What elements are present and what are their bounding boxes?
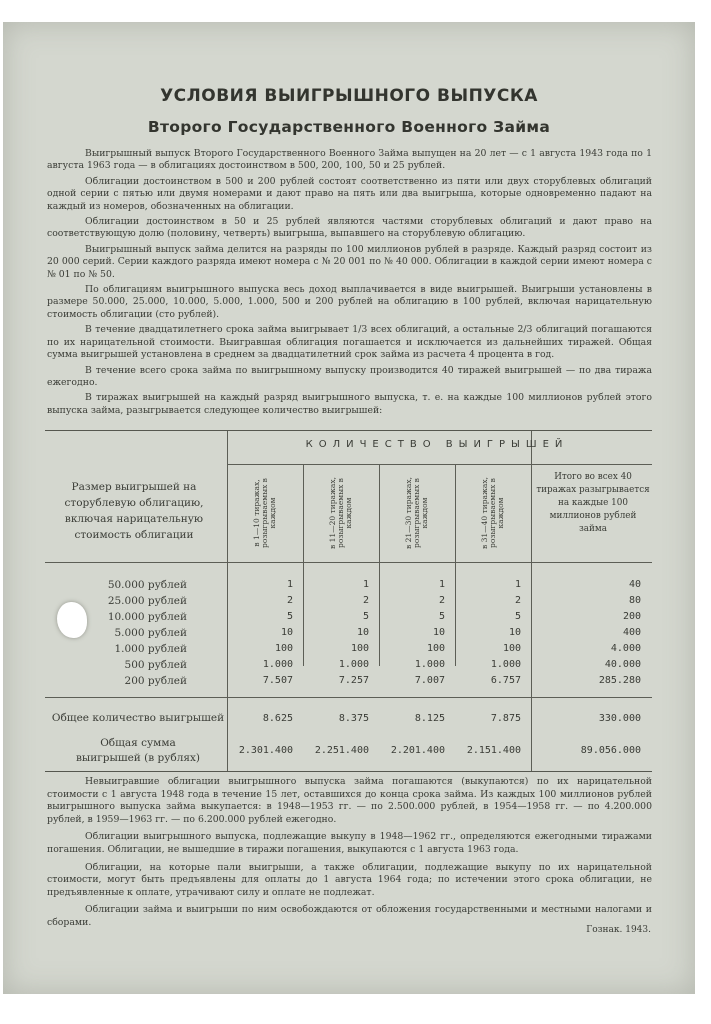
prize-amount: 200 рублей <box>124 675 187 687</box>
bond-reverse-sheet <box>3 22 695 994</box>
table-cell: 1 <box>514 579 521 590</box>
page-subtitle: Второго Государственного Военного Займа <box>147 118 551 136</box>
table-cell: 2 <box>514 595 521 606</box>
table-cell: 7.875 <box>490 713 521 724</box>
table-cell: 6.757 <box>490 675 521 686</box>
header-draws-31-40: в 31—40 тиражах, розыгрываемых в каждом <box>480 477 505 549</box>
table-cell: 2.151.400 <box>466 745 521 756</box>
table-cell: 10 <box>356 627 369 638</box>
table-cell: 2.251.400 <box>314 745 369 756</box>
table-cell: 5 <box>362 611 369 622</box>
table-cell: 2 <box>438 595 445 606</box>
prize-amount: 5.000 рублей <box>114 627 187 639</box>
table-cell: 100 <box>274 643 293 654</box>
table-cell: 1 <box>362 579 369 590</box>
table-cell: 1.000 <box>262 659 293 670</box>
printer-mark: Гознак. 1943. <box>586 925 651 935</box>
paper-hole <box>57 602 87 638</box>
intro-paragraph: В течение двадцатилетнего срока займа выигрывает 1/3 всех облигаций, а остальные 2/3 облигаций погашаются по их нарицательной стоимости. Выигравшая облигация погашается и исключается из дальнейших тиражей. Общая сумма выигрышей установлена в среднем за двадцатилетний срок займа из расчета 4 процента в год. <box>47 324 652 361</box>
table-divider <box>531 431 532 771</box>
page-title: УСЛОВИЯ ВЫИГРЫШНОГО ВЫПУСКА <box>160 86 538 106</box>
total-sum-label: Общая сумма выигрышей (в рублях) <box>75 737 201 764</box>
table-cell-total: 285.280 <box>598 675 641 686</box>
table-cell: 8.625 <box>262 713 293 724</box>
table-divider <box>45 562 652 563</box>
table-cell: 2.201.400 <box>390 745 445 756</box>
intro-paragraph: В тиражах выигрышей на каждый разряд выигрышного выпуска, т. е. на каждые 100 миллионов рублей этого выпуска займа, разыгрывается следующее количество выигрышей: <box>47 392 652 416</box>
table-cell-total: 4.000 <box>610 643 641 654</box>
table-cell: 100 <box>502 643 521 654</box>
table-cell: 10 <box>280 627 293 638</box>
table-cell: 7.257 <box>338 675 369 686</box>
total-count-label: Общее количество выигрышей <box>51 712 225 724</box>
table-cell: 1.000 <box>338 659 369 670</box>
footer-paragraph: Облигации выигрышного выпуска, подлежащие выкупу в 1948—1962 гг., определяются ежегодными тиражами погашения. Облигации, не вышедшие в тиражи погашения, выкупаются с 1 августа 1963 года. <box>47 831 652 855</box>
prize-amount: 10.000 рублей <box>107 611 187 623</box>
prize-amount: 50.000 рублей <box>107 579 187 591</box>
table-cell: 1 <box>286 579 293 590</box>
table-cell: 100 <box>350 643 369 654</box>
table-cell-total: 40.000 <box>604 659 641 670</box>
prize-table <box>45 430 652 772</box>
footer-paragraph: Невыигравшие облигации выигрышного выпуска займа погашаются (выкупаются) по их нарицательной стоимости с 1 августа 1948 года в течение 15 лет, оставшихся до конца срока займа. Из каждых 100 миллионов рублей выигрышного выпуска займа выкупается: в 1948—1953 гг. — по 2.500.000 рублей, в 1954—1958 гг. — по 4.200.000 рублей, в 1959—1963 гг. — по 6.200.000 рублей ежегодно. <box>47 776 652 825</box>
table-cell: 8.125 <box>414 713 445 724</box>
table-cell: 10 <box>432 627 445 638</box>
table-cell: 5 <box>514 611 521 622</box>
table-cell: 5 <box>286 611 293 622</box>
table-cell: 100 <box>426 643 445 654</box>
intro-paragraph: В течение всего срока займа по выигрышному выпуску производится 40 тиражей выигрышей — по два тиража ежегодно. <box>47 364 652 388</box>
footer-paragraph: Облигации займа и выигрыши по ним освобождаются от обложения государственными и местными налогами и сборами. <box>47 904 652 928</box>
header-draws-11-20: в 11—20 тиражах, розыгрываемых в каждом <box>328 477 353 549</box>
header-draws-21-30: в 21—30 тиражах, розыгрываемых в каждом <box>404 477 429 549</box>
prize-amount: 1.000 рублей <box>114 643 187 655</box>
table-cell-total: 80 <box>628 595 641 606</box>
intro-paragraph: Облигации достоинством в 50 и 25 рублей являются частями сторублевых облигаций и дают право на соответствующую долю (половину, четверть) выигрыша, выпавшего на сторублевую облигацию. <box>47 216 652 240</box>
table-cell: 8.375 <box>338 713 369 724</box>
table-cell: 7.007 <box>414 675 445 686</box>
table-cell: 7.507 <box>262 675 293 686</box>
table-cell: 2.301.400 <box>238 745 293 756</box>
intro-text <box>47 148 652 420</box>
table-cell-total: 89.056.000 <box>580 745 641 756</box>
table-cell: 1 <box>438 579 445 590</box>
table-cell-total: 40 <box>628 579 641 590</box>
intro-paragraph: Облигации достоинством в 500 и 200 рублей состоят соответственно из пяти или двух сторублевых облигаций одной серии с пятью или двумя номерами и дают право на пять или два выигрыша, которые одновременно падают на каждый из номеров, обозначенных на облигации. <box>47 175 652 212</box>
table-cell-total: 400 <box>622 627 641 638</box>
intro-paragraph: Выигрышный выпуск займа делится на разряды по 100 миллионов рублей в разряде. Каждый разряд состоит из 20 000 серий. Серии каждого разряда имеют номера с № 20 001 по № 40 000. Облигации в каждой серии имеют номера с № 01 по № 50. <box>47 243 652 280</box>
header-prize-size: Размер выигрышей на сторублевую облигацию, включая нарицательную стоимость облигации <box>64 481 204 541</box>
prize-amount: 500 рублей <box>124 659 187 671</box>
prize-amount: 25.000 рублей <box>107 595 187 607</box>
table-cell: 5 <box>438 611 445 622</box>
header-draws-1-10: в 1—10 тиражах, розыгрываемых в каждом <box>252 478 277 548</box>
intro-paragraph: По облигациям выигрышного выпуска весь доход выплачивается в виде выигрышей. Выигрыши установлены в размере 50.000, 25.000, 10.000, 5.000, 1.000, 500 и 200 рублей на облигацию в 100 рублей, включая нарицательную стоимость облигации (сто рублей). <box>47 284 652 320</box>
intro-paragraph: Выигрышный выпуск Второго Государственного Военного Займа выпущен на 20 лет — с 1 августа 1943 года по 1 августа 1963 года — в облигациях достоинством в 500, 200, 100, 50 и 25 рублей. <box>47 148 652 172</box>
table-cell: 2 <box>286 595 293 606</box>
table-cell: 10 <box>508 627 521 638</box>
table-divider <box>45 697 652 698</box>
footer-paragraph: Облигации, на которые пали выигрыши, а также облигации, подлежащие выкупу по их нарицательной стоимости, могут быть предъявлены для оплаты до 1 августа 1964 года; по истечении этого срока облигации, не предъявленные к оплате, утрачивают силу и оплате не подлежат. <box>47 861 652 898</box>
table-cell-total: 330.000 <box>598 713 641 724</box>
header-count-group: КОЛИЧЕСТВО ВЫИГРЫШЕЙ <box>305 439 569 450</box>
header-total: Итого во всех 40 тиражах разыгрывается на каждые 100 миллионов рублей займа <box>536 472 650 534</box>
table-cell: 1.000 <box>490 659 521 670</box>
table-cell: 2 <box>362 595 369 606</box>
footer-text <box>47 776 652 935</box>
table-cell-total: 200 <box>622 611 641 622</box>
table-cell: 1.000 <box>414 659 445 670</box>
